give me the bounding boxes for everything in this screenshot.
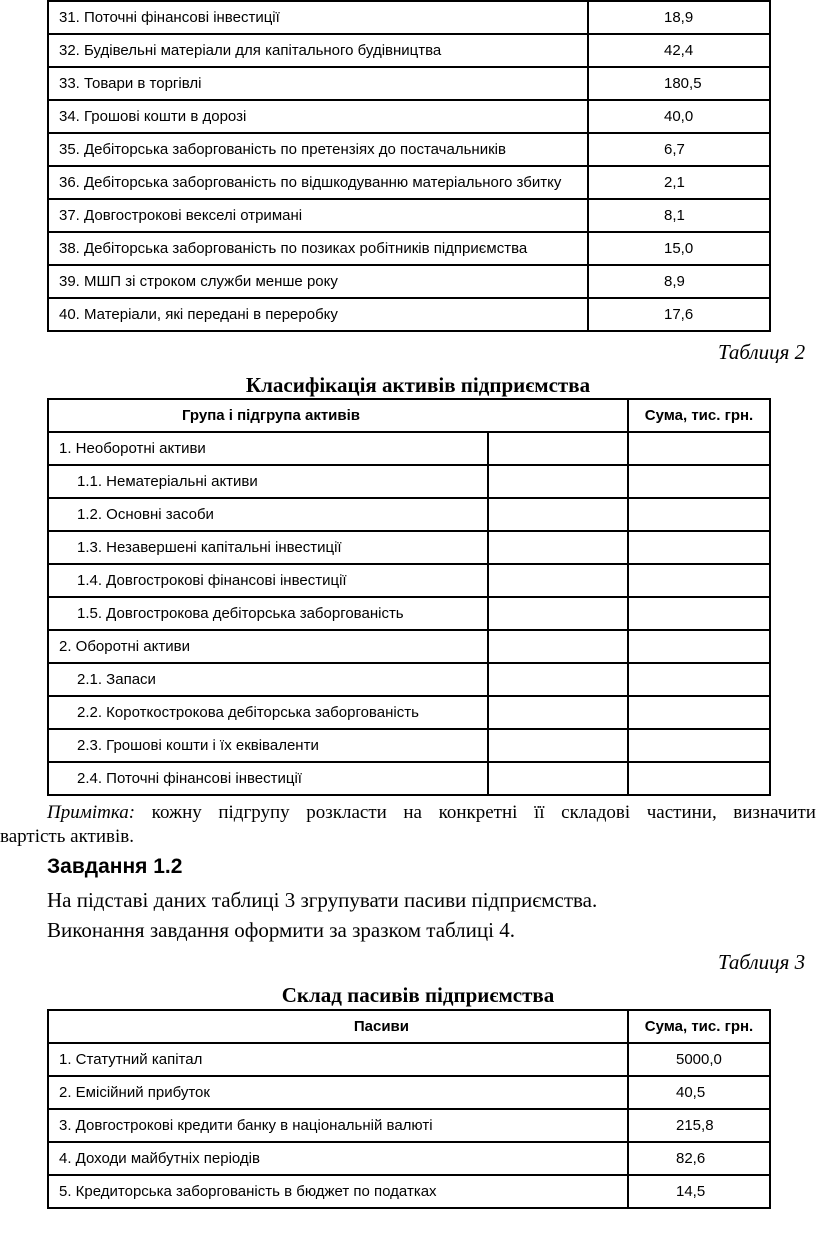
row-value: 180,5 xyxy=(588,67,770,100)
table-row xyxy=(48,696,770,729)
note-label: Примітка: xyxy=(47,802,136,823)
row-sum-cell xyxy=(628,465,770,498)
table-row xyxy=(48,630,770,663)
table-row xyxy=(48,166,770,199)
row-value: 15,0 xyxy=(588,232,770,265)
assets-list-table xyxy=(47,0,771,332)
row-name: 39. МШП зі строком служби менше року xyxy=(48,265,588,298)
row-name: 34. Грошові кошти в дорозі xyxy=(48,100,588,133)
row-name: 33. Товари в торгівлі xyxy=(48,67,588,100)
row-name: 35. Дебіторська заборгованість по претензіях до постачальників xyxy=(48,133,588,166)
row-sum-cell xyxy=(628,432,770,465)
table-row xyxy=(48,531,770,564)
note-word: підгрупу xyxy=(218,802,290,823)
row-empty-cell xyxy=(488,465,628,498)
table2-title: Класифікація активів підприємства xyxy=(245,373,591,397)
row-empty-cell xyxy=(488,762,628,795)
table-row xyxy=(48,1043,770,1076)
table-row xyxy=(48,265,770,298)
row-name: 2.3. Грошові кошти і їх еквіваленти xyxy=(48,729,488,762)
header-spacer xyxy=(488,399,628,432)
row-name: 2.4. Поточні фінансові інвестиції xyxy=(48,762,488,795)
table-row xyxy=(48,1142,770,1175)
row-name: 36. Дебіторська заборгованість по відшкодуванню матеріального збитку xyxy=(48,166,588,199)
row-name: 2.2. Короткострокова дебіторська заборгованість xyxy=(48,696,488,729)
header-group: Група і підгрупа активів xyxy=(48,399,488,432)
row-value: 14,5 xyxy=(628,1175,770,1208)
table-row xyxy=(48,432,770,465)
row-sum-cell xyxy=(628,630,770,663)
note-word: її xyxy=(534,802,545,823)
row-value: 40,0 xyxy=(588,100,770,133)
row-name: 1. Статутний капітал xyxy=(48,1043,628,1076)
row-sum-cell xyxy=(628,729,770,762)
table-row xyxy=(48,663,770,696)
row-name: 37. Довгострокові векселі отримані xyxy=(48,199,588,232)
table-header-row xyxy=(48,399,770,432)
row-name: 2.1. Запаси xyxy=(48,663,488,696)
table-header-row xyxy=(48,1010,770,1043)
table-row xyxy=(48,597,770,630)
row-value: 215,8 xyxy=(628,1109,770,1142)
note-word: частини, xyxy=(646,802,717,823)
row-sum-cell xyxy=(628,564,770,597)
table3-caption: Таблиця 3 xyxy=(718,950,806,974)
note-word: складові xyxy=(561,802,631,823)
row-empty-cell xyxy=(488,729,628,762)
liabilities-table xyxy=(47,1009,771,1209)
note-word: визначити xyxy=(733,802,816,823)
table-row xyxy=(48,762,770,795)
table-row xyxy=(48,1175,770,1208)
note-line2: вартість активів. xyxy=(0,826,134,847)
table-row xyxy=(48,133,770,166)
row-value: 17,6 xyxy=(588,298,770,331)
row-name: 5. Кредиторська заборгованість в бюджет по податках xyxy=(48,1175,628,1208)
row-empty-cell xyxy=(488,630,628,663)
row-value: 82,6 xyxy=(628,1142,770,1175)
row-name: 1.2. Основні засоби xyxy=(48,498,488,531)
task-line2: Виконання завдання оформити за зразком таблиці 4. xyxy=(47,918,515,942)
row-empty-cell xyxy=(488,564,628,597)
row-value: 42,4 xyxy=(588,34,770,67)
table-row xyxy=(48,498,770,531)
row-name: 1. Необоротні активи xyxy=(48,432,488,465)
note-word: кожну xyxy=(151,802,202,823)
note-word: розкласти xyxy=(306,802,387,823)
row-name: 3. Довгострокові кредити банку в національній валюті xyxy=(48,1109,628,1142)
table-row xyxy=(48,465,770,498)
row-empty-cell xyxy=(488,696,628,729)
table-row xyxy=(48,1076,770,1109)
row-empty-cell xyxy=(488,531,628,564)
task-line1: На підставі даних таблиці 3 згрупувати пасиви підприємства. xyxy=(47,888,598,912)
table3-title: Склад пасивів підприємства xyxy=(281,983,555,1007)
table-row xyxy=(48,1109,770,1142)
row-name: 4. Доходи майбутніх періодів xyxy=(48,1142,628,1175)
row-empty-cell xyxy=(488,498,628,531)
table2-caption: Таблиця 2 xyxy=(718,340,806,364)
row-sum-cell xyxy=(628,762,770,795)
table-row xyxy=(48,232,770,265)
row-empty-cell xyxy=(488,663,628,696)
row-sum-cell xyxy=(628,597,770,630)
row-name: 1.3. Незавершені капітальні інвестиції xyxy=(48,531,488,564)
asset-classification-table xyxy=(47,398,771,796)
table-row xyxy=(48,1,770,34)
row-sum-cell xyxy=(628,498,770,531)
row-name: 31. Поточні фінансові інвестиції xyxy=(48,1,588,34)
header-sum: Сума, тис. грн. xyxy=(628,1010,770,1043)
row-value: 8,1 xyxy=(588,199,770,232)
table-row xyxy=(48,564,770,597)
row-name: 2. Емісійний прибуток xyxy=(48,1076,628,1109)
row-value: 18,9 xyxy=(588,1,770,34)
row-sum-cell xyxy=(628,663,770,696)
table-row xyxy=(48,298,770,331)
row-name: 1.5. Довгострокова дебіторська заборгованість xyxy=(48,597,488,630)
row-empty-cell xyxy=(488,432,628,465)
table-row xyxy=(48,67,770,100)
row-name: 2. Оборотні активи xyxy=(48,630,488,663)
row-name: 40. Матеріали, які передані в переробку xyxy=(48,298,588,331)
row-value: 6,7 xyxy=(588,133,770,166)
header-name: Пасиви xyxy=(48,1010,628,1043)
row-sum-cell xyxy=(628,531,770,564)
note xyxy=(0,801,816,849)
task-title: Завдання 1.2 xyxy=(47,855,183,878)
row-name: 38. Дебіторська заборгованість по позиках робітників підприємства xyxy=(48,232,588,265)
row-sum-cell xyxy=(628,696,770,729)
row-value: 40,5 xyxy=(628,1076,770,1109)
header-sum: Сума, тис. грн. xyxy=(628,399,770,432)
row-value: 8,9 xyxy=(588,265,770,298)
note-word: на xyxy=(403,802,422,823)
row-empty-cell xyxy=(488,597,628,630)
row-name: 1.1. Нематеріальні активи xyxy=(48,465,488,498)
table-row xyxy=(48,729,770,762)
row-value: 5000,0 xyxy=(628,1043,770,1076)
table-row xyxy=(48,199,770,232)
table-row xyxy=(48,100,770,133)
row-name: 32. Будівельні матеріали для капітального будівництва xyxy=(48,34,588,67)
table-row xyxy=(48,34,770,67)
note-word: конкретні xyxy=(438,802,518,823)
row-value: 2,1 xyxy=(588,166,770,199)
row-name: 1.4. Довгострокові фінансові інвестиції xyxy=(48,564,488,597)
